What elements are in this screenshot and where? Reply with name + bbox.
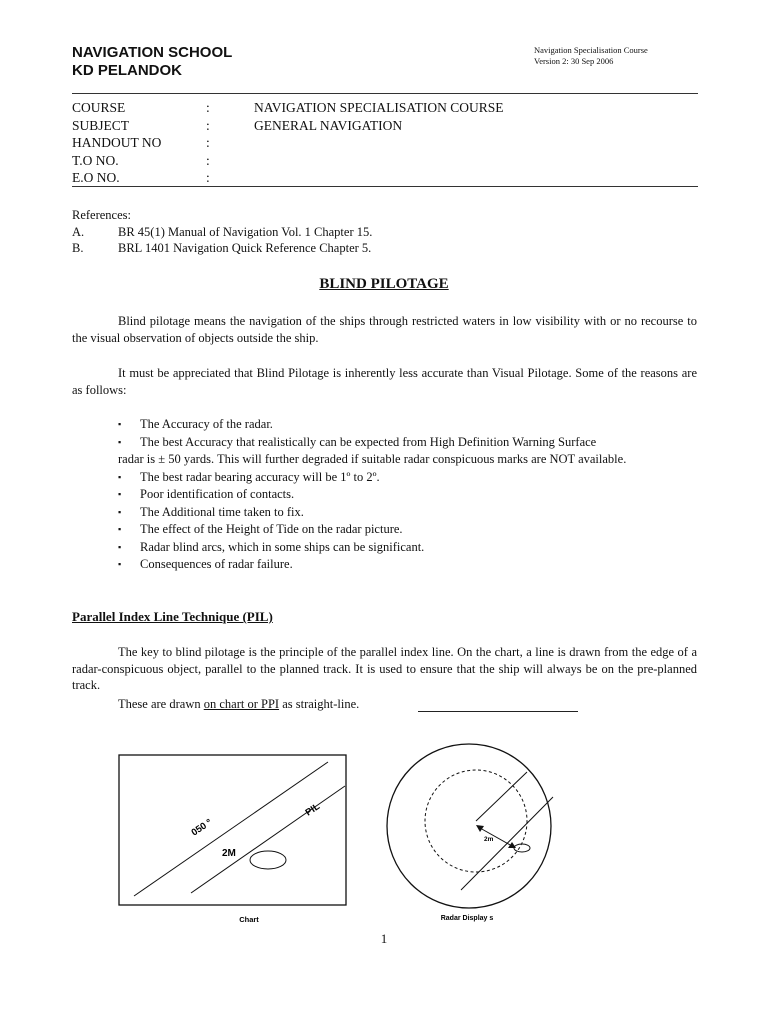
meta-key: T.O NO. (72, 152, 119, 168)
bullet-icon: ▪ (118, 506, 122, 517)
bullet-icon: ▪ (118, 559, 122, 569)
list-item-text: The best radar bearing accuracy will be 1º to 2º. (140, 469, 380, 484)
references-heading-text: References: (72, 208, 131, 222)
reasons-paragraph: It must be appreciated that Blind Pilotage is inherently less accurate than Visual Pilotage. Some of the reasons are as follows: (72, 366, 697, 397)
radar-distance-label: 2m (484, 836, 494, 843)
list-item-text: The Additional time taken to fix. (140, 504, 304, 519)
bearing-label: 050 º (189, 817, 214, 839)
chart-figure (119, 755, 346, 924)
meta-value: GENERAL NAVIGATION (254, 117, 403, 133)
pil-drawn-before: These are drawn (118, 697, 204, 711)
list-item-text: Poor identification of contacts. (140, 487, 295, 501)
list-item-text: Radar blind arcs, which in some ships can be significant. (140, 539, 425, 554)
arrowhead-end-icon (508, 842, 516, 848)
pil-label: PIL (303, 801, 322, 819)
meta-colon: : (206, 117, 210, 133)
school-location: KD PELANDOK (72, 62, 183, 79)
meta-value: NAVIGATION SPECIALISATION COURSE (254, 100, 504, 115)
document-title: BLIND PILOTAGE (319, 276, 449, 292)
meta-key: HANDOUT NO (72, 135, 162, 150)
list-item-text: The best Accuracy that realistically can be expected from High Definition Warning Surface (140, 434, 597, 449)
pil-paragraph: The key to blind pilotage is the principle of the parallel index line. On the chart, a line is drawn from the edge of a radar-conspicuous object, parallel to the planned track. It is used to ensure that the ship will always be on the pre-planned track. (72, 645, 697, 692)
bullet-icon: ▪ (118, 541, 122, 552)
course-name: Navigation Specialisation Course (534, 45, 648, 55)
meta-key: E.O NO. (72, 170, 120, 185)
meta-key: COURSE (72, 100, 126, 115)
radar-heading-marker (476, 772, 527, 821)
page-number: 1 (380, 931, 388, 946)
pil-drawn-after: as straight-line. (279, 697, 360, 711)
radar-echo-object (514, 844, 530, 852)
reference-letter: A. (72, 224, 85, 239)
radar-conspicuous-object (250, 851, 286, 869)
bullet-icon: ▪ (118, 471, 122, 482)
list-item-text: The effect of the Height of Tide on the radar picture. (140, 522, 403, 536)
list-item-text: Consequences of radar failure. (140, 557, 293, 571)
pil-line (191, 786, 345, 893)
chart-caption: Chart (239, 915, 259, 924)
arrowhead-start-icon (476, 825, 484, 832)
distance-label: 2M (222, 848, 236, 859)
bullet-icon: ▪ (118, 489, 122, 499)
meta-colon: : (206, 100, 210, 115)
chart-track-line (134, 762, 328, 896)
bullet-icon: ▪ (118, 436, 122, 447)
meta-colon: : (206, 135, 210, 150)
section-heading-pil: Parallel Index Line Technique (PIL) (72, 609, 273, 624)
reference-letter: B. (72, 241, 84, 255)
intro-paragraph: Blind pilotage means the navigation of the ships through restricted waters in low visibility with or no recourse to the visual observation of objects outside the ship. (72, 314, 697, 345)
list-item-text: The Accuracy of the radar. (140, 417, 273, 431)
radar-outer-ring (387, 744, 551, 908)
list-item-continuation: radar is ± 50 yards. This will further degraded if suitable radar conspicuous marks are NOT available. (118, 452, 627, 466)
version-date: Version 2: 30 Sep 2006 (534, 55, 614, 66)
radar-display-figure (387, 744, 553, 922)
reference-text: BRL 1401 Navigation Quick Reference Chapter 5. (118, 241, 372, 255)
pil-drawn-underlined: on chart or PPI (203, 697, 280, 711)
meta-key: SUBJECT (72, 117, 130, 133)
meta-colon: : (206, 152, 210, 168)
bullet-icon: ▪ (118, 524, 122, 534)
school-name: NAVIGATION SCHOOL (72, 44, 233, 61)
radar-caption: Radar Display s (440, 915, 494, 922)
reference-text: BR 45(1) Manual of Navigation Vol. 1 Chapter 15. (118, 224, 373, 239)
bullet-icon: ▪ (118, 419, 122, 429)
meta-colon: : (206, 170, 210, 185)
